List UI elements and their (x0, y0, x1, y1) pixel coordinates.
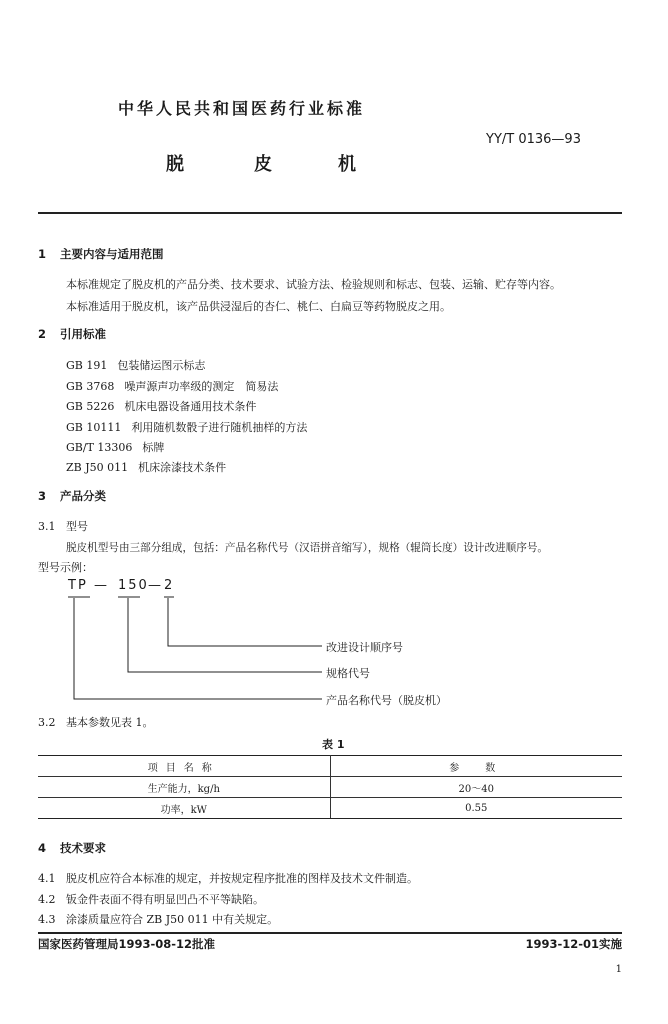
requirement-text: 钣金件表面不得有明显凹凸不平等缺陷。 (66, 893, 264, 906)
model-label-revision: 改进设计顺序号 (326, 641, 403, 654)
example-label: 型号示例： (38, 561, 93, 574)
table-cell: 生产能力，kg/h (38, 777, 330, 798)
reference-title: 利用随机数骰子进行随机抽样的方法 (131, 421, 308, 434)
section-title: 产品分类 (60, 489, 106, 503)
reference-title: 机床涂漆技术条件 (138, 461, 227, 474)
requirement-text: 脱皮机应符合本标准的规定，并按规定程序批准的图样及技术文件制造。 (66, 872, 418, 885)
section-title: 技术要求 (60, 841, 106, 855)
table-cell: 功率，kW (38, 798, 330, 819)
requirement-number: 4.3 (38, 913, 56, 926)
requirement-number: 4.1 (38, 872, 56, 885)
requirement-item (38, 891, 264, 907)
section-title: 引用标准 (60, 327, 106, 341)
model-part-spec-code: 150 (118, 578, 149, 593)
reference-code: GB 3768 (66, 380, 115, 393)
subsection-number: 3.2 (38, 716, 56, 729)
model-part-product-code: TP (68, 578, 88, 593)
requirement-number: 4.2 (38, 893, 56, 906)
section-number: 3 (38, 489, 47, 503)
section-number: 4 (38, 841, 47, 855)
section-title: 主要内容与适用范围 (60, 247, 164, 261)
reference-code: ZB J50 011 (66, 461, 129, 474)
document-title-char-2: 皮 (254, 154, 272, 175)
reference-code: GB/T 13306 (66, 441, 133, 454)
model-label-product: 产品名称代号（脱皮机） (326, 694, 447, 707)
reference-code: GB 10111 (66, 421, 122, 434)
subsection-3-1-paragraph: 脱皮机型号由三部分组成，包括：产品名称代号（汉语拼音缩写），规格（辊筒长度）设计改进顺序号。 (66, 542, 549, 554)
footer-divider (38, 932, 622, 934)
approval-date: 国家医药管理局1993-08-12批准 (38, 937, 216, 951)
section-4-heading (38, 840, 106, 856)
section-1-paragraph-1: 本标准规定了脱皮机的产品分类、技术要求、试验方法、检验规则和标志、包装、运输、贮存等内容。 (66, 278, 561, 291)
subsection-number: 3.1 (38, 520, 56, 533)
reference-title: 噪声源声功率级的测定 简易法 (124, 380, 279, 393)
subsection-title: 型号 (66, 520, 88, 533)
table-row (38, 798, 622, 819)
table-row (38, 777, 622, 798)
model-label-spec: 规格代号 (326, 667, 370, 680)
table-cell: 20～40 (330, 777, 622, 798)
column-header: 参 数 (330, 756, 622, 777)
reference-title: 标牌 (142, 441, 165, 454)
section-1-paragraph-2: 本标准适用于脱皮机，该产品供浸湿后的杏仁、桃仁、白扁豆等药物脱皮之用。 (66, 300, 451, 313)
reference-code: GB 191 (66, 359, 108, 372)
reference-title: 包装储运图示标志 (117, 359, 206, 372)
issuing-organization: 中华人民共和国医药行业标准 (118, 99, 366, 118)
reference-title: 机床电器设备通用技术条件 (124, 400, 257, 413)
column-header: 项目名称 (38, 756, 330, 777)
requirement-item (38, 870, 418, 886)
subsection-3-2 (38, 714, 154, 730)
table-caption: 表 1 (322, 738, 345, 751)
effective-date: 1993-12-01实施 (525, 937, 622, 951)
document-title-char-3: 机 (338, 154, 356, 175)
model-part-revision: 2 (164, 578, 175, 593)
requirement-text: 涂漆质量应符合 ZB J50 011 中有关规定。 (66, 913, 279, 926)
section-number: 2 (38, 327, 47, 341)
table-header-row (38, 756, 622, 777)
reference-code: GB 5226 (66, 400, 115, 413)
requirement-item (38, 911, 278, 927)
subsection-text: 基本参数见表 1。 (66, 716, 154, 729)
document-title-char-1: 脱 (166, 154, 184, 175)
page-number: 1 (615, 964, 622, 975)
standard-code: YY/T 0136—93 (486, 132, 581, 147)
table-cell: 0.55 (330, 798, 622, 819)
parameter-table (38, 755, 622, 819)
model-dash-1: — (94, 578, 109, 593)
model-dash-2: — (148, 578, 163, 593)
section-number: 1 (38, 247, 47, 261)
